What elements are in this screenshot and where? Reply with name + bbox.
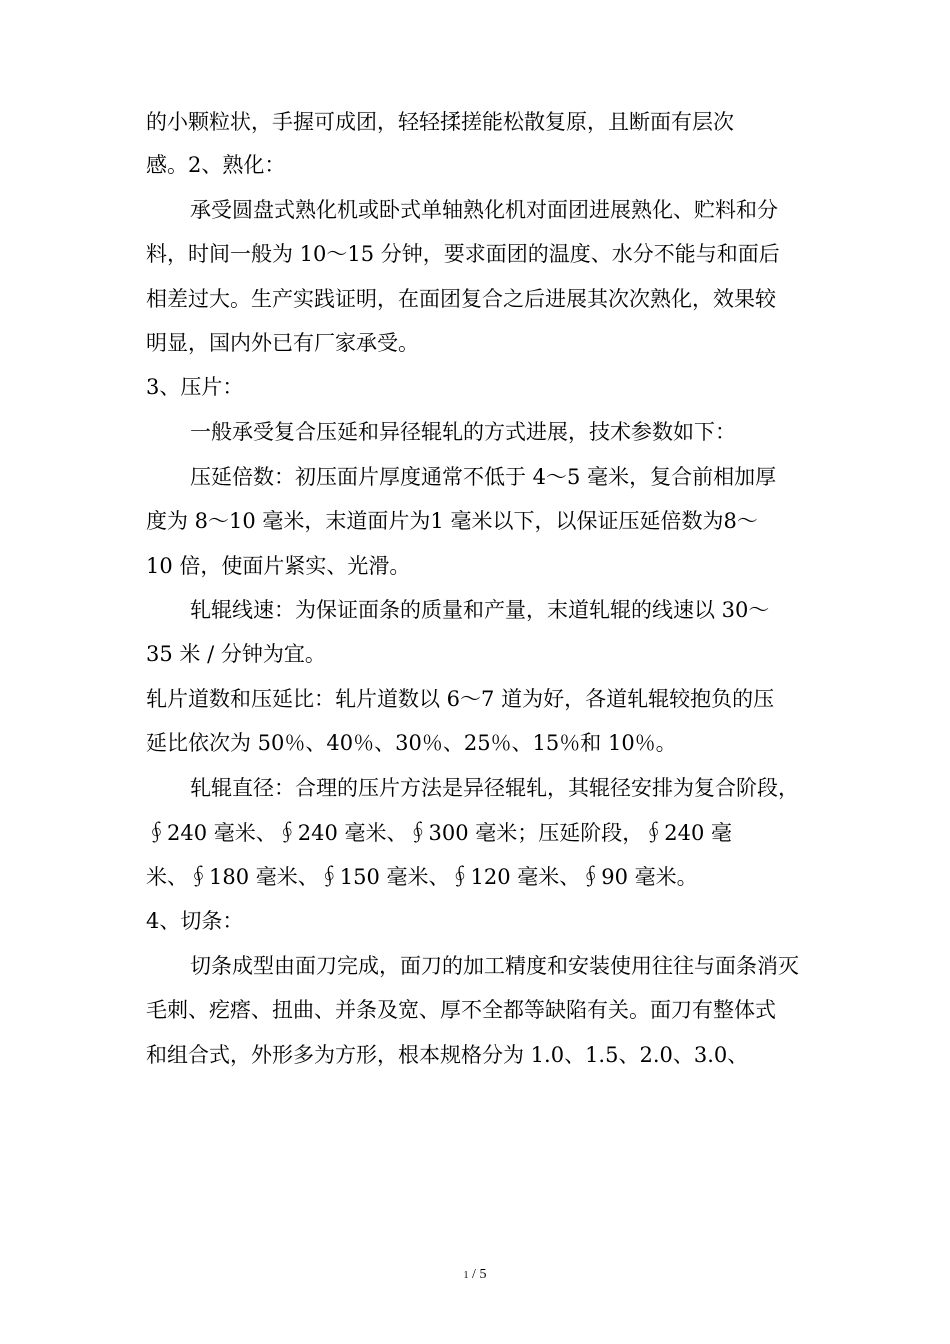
text-line-22: 和组合式，外形多为方形，根本规格分为 1.0、1.5、2.0、3.0、 [146,1043,749,1067]
section-heading-4: 4、切条： [146,909,244,933]
text-line-9: 压延倍数：初压面片厚度通常不低于 4～5 毫米，复合前相加厚 [190,465,777,489]
text-line-11: 10 倍，使面片紧实、光滑。 [146,554,411,578]
text-line-5: 相差过大。生产实践证明，在面团复合之后进展其次次熟化，效果较 [146,287,776,311]
section-heading-3: 3、压片： [146,375,244,399]
text-line-13: 35 米 / 分钟为宜。 [146,642,326,666]
text-line-17: ∮240 毫米、∮240 毫米、∮300 毫米；压延阶段，∮240 毫 [146,821,733,845]
text-line-1: 的小颗粒状，手握可成团，轻轻揉搓能松散复原，且断面有层次 [146,110,734,134]
text-line-16: 轧辊直径：合理的压片方法是异径辊轧，其辊径安排为复合阶段， [190,776,799,800]
text-line-15: 延比依次为 50％、40％、30％、25％、15％和 10％。 [146,731,677,755]
page-number [0,1266,950,1285]
text-line-14: 轧片道数和压延比：轧片道数以 6～7 道为好，各道轧辊较抱负的压 [146,687,775,711]
text-line-10: 度为 8～10 毫米，末道面片为1 毫米以下，以保证压延倍数为8～ [146,509,758,533]
text-line-8: 一般承受复合压延和异径辊轧的方式进展，技术参数如下： [190,420,736,444]
text-line-2: 感。2、熟化： [146,153,286,177]
text-line-4: 料，时间一般为 10～15 分钟，要求面团的温度、水分不能与和面后 [146,242,780,266]
page-separator: / [468,1267,480,1282]
page-total: 5 [479,1267,487,1282]
text-line-12: 轧辊线速：为保证面条的质量和产量，末道轧辊的线速以 30～ [190,598,770,622]
text-line-3: 承受圆盘式熟化机或卧式单轴熟化机对面团进展熟化、贮料和分 [190,198,778,222]
text-line-21: 毛刺、疙瘩、扭曲、并条及宽、厚不全都等缺陷有关。面刀有整体式 [146,998,776,1022]
text-line-20: 切条成型由面刀完成，面刀的加工精度和安装使用往往与面条消灭 [190,954,799,978]
page-current: 1 [463,1270,469,1281]
text-line-18: 米、∮180 毫米、∮150 毫米、∮120 毫米、∮90 毫米。 [146,865,698,889]
text-line-6: 明显，国内外已有厂家承受。 [146,331,419,355]
